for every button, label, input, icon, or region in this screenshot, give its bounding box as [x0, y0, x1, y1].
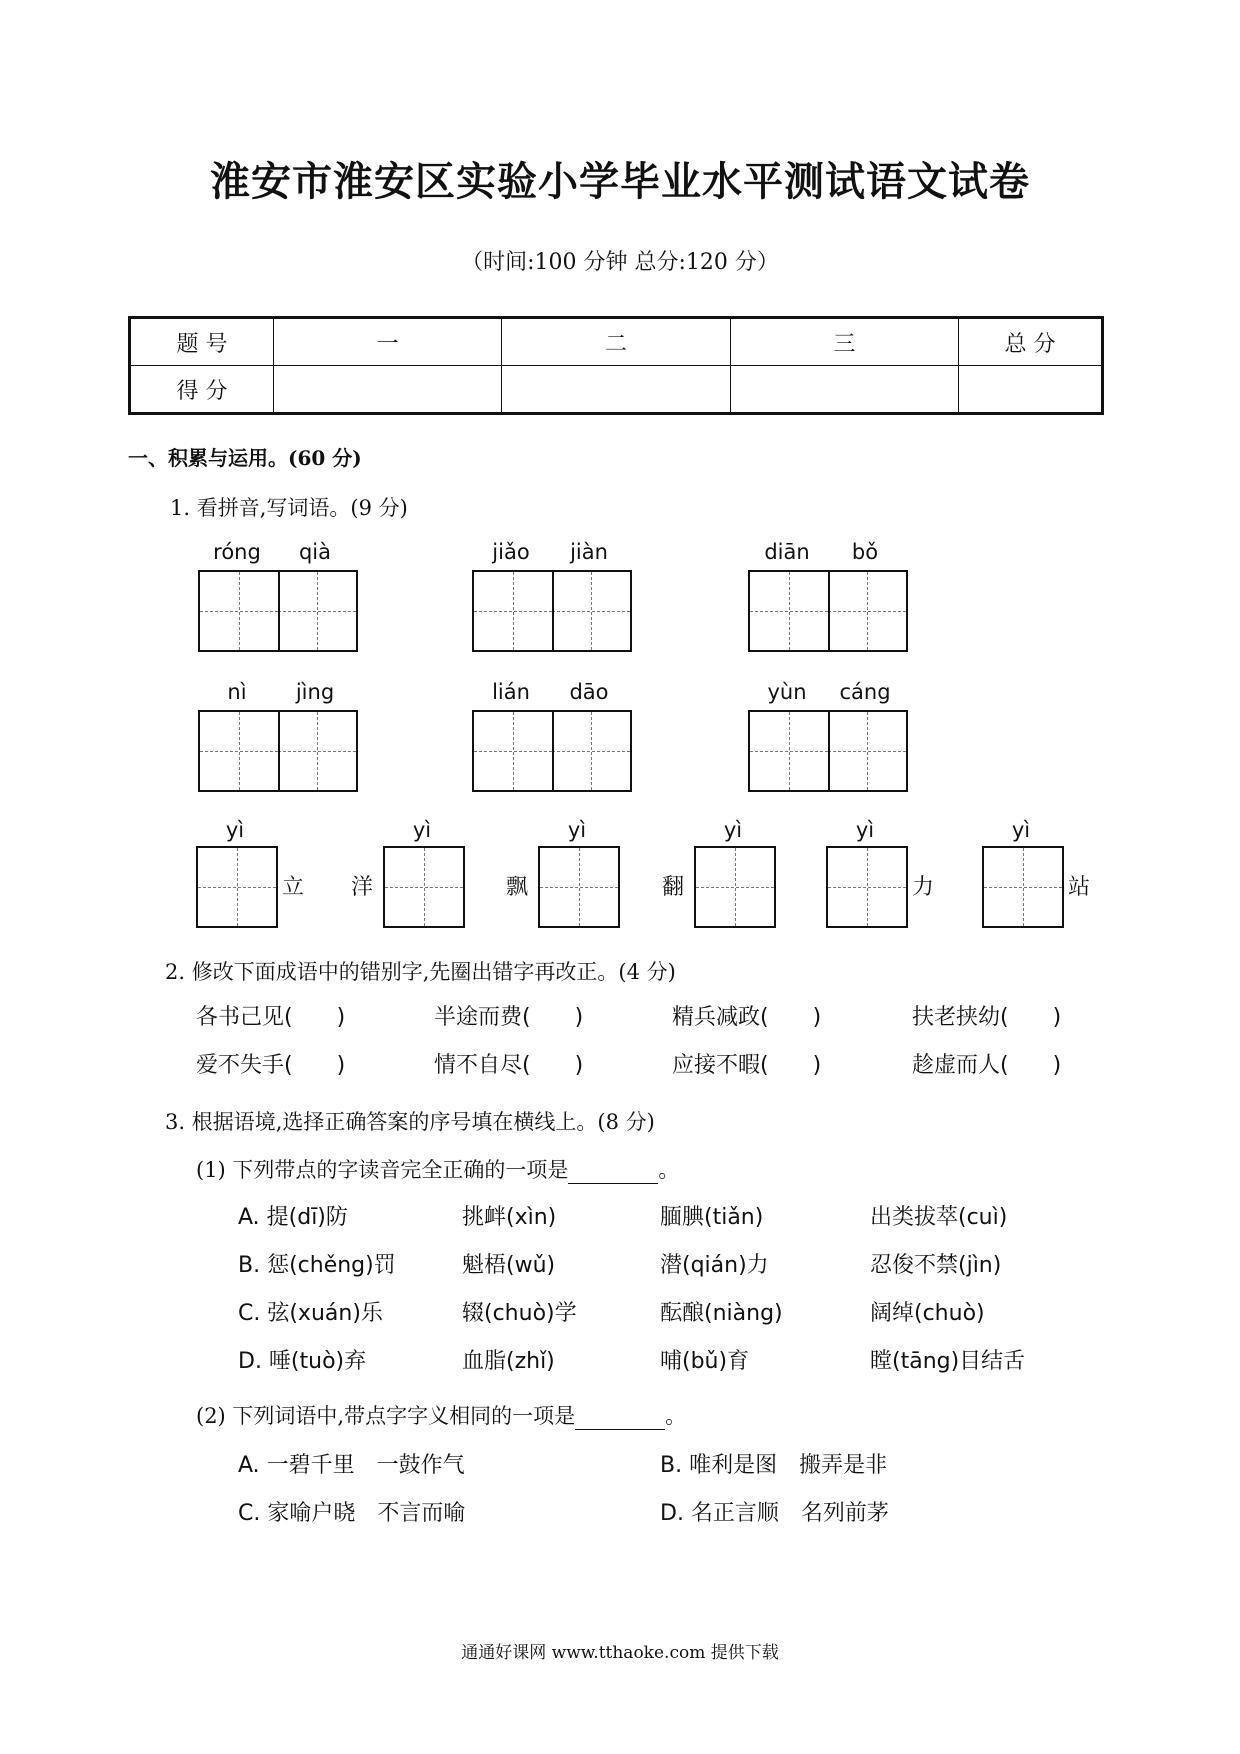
pinyin-label: bǒ	[851, 540, 879, 564]
option-item: 潜(qián)力	[660, 1253, 769, 1278]
idiom-item: 爱不失手( )	[196, 1053, 346, 1078]
option-item: C. 弦(xuán)乐	[238, 1301, 383, 1326]
pinyin-label: qià	[298, 540, 332, 564]
sub-question-2-text: (2) 下列词语中,带点字字义相同的一项是	[196, 1404, 576, 1428]
footer-credit: 通通好课网 www.tthaoke.com 提供下载	[461, 1643, 779, 1663]
idiom-item: 半途而费( )	[434, 1005, 584, 1030]
grid-cell[interactable]	[552, 572, 630, 650]
char-grid-box[interactable]	[472, 710, 632, 792]
pinyin-label: lián	[492, 680, 530, 704]
option-item: 挑衅(xìn)	[462, 1205, 557, 1230]
grid-cell[interactable]	[750, 572, 828, 650]
header-cell: 二	[502, 318, 730, 366]
grid-cell[interactable]	[552, 712, 630, 790]
score-header-row	[130, 318, 1103, 366]
context-char: 翻	[662, 875, 685, 900]
score-cell[interactable]	[730, 366, 958, 414]
header-cell: 题 号	[130, 318, 274, 366]
context-char: 力	[912, 875, 935, 900]
option-item: B. 唯利是图 搬弄是非	[660, 1453, 888, 1478]
grid-cell[interactable]	[828, 712, 906, 790]
context-char: 站	[1068, 875, 1091, 900]
option-item: D. 名正言顺 名列前茅	[660, 1501, 889, 1526]
question-2-title: 2. 修改下面成语中的错别字,先圈出错字再改正。(4 分)	[165, 960, 676, 984]
char-grid-box[interactable]	[826, 846, 908, 928]
idiom-item: 精兵减政( )	[672, 1005, 822, 1030]
option-item: 出类拔萃(cuì)	[870, 1205, 1008, 1230]
idiom-item: 趁虚而人( )	[912, 1053, 1062, 1078]
score-cell[interactable]	[274, 366, 502, 414]
grid-divider	[278, 572, 280, 650]
context-char: 飘	[506, 875, 529, 900]
context-char: 洋	[351, 875, 374, 900]
question-1-title: 1. 看拼音,写词语。(9 分)	[170, 496, 408, 520]
header-cell: 一	[274, 318, 502, 366]
sub-question-1	[196, 1154, 679, 1184]
pinyin-label: cáng	[839, 680, 891, 704]
grid-cell[interactable]	[696, 848, 774, 926]
option-item: 酝酿(niàng)	[660, 1301, 783, 1326]
grid-cell[interactable]	[474, 572, 552, 650]
grid-divider	[552, 712, 554, 790]
grid-cell[interactable]	[278, 572, 356, 650]
option-item: A. 一碧千里 一鼓作气	[238, 1453, 465, 1478]
pinyin-label: jiàn	[570, 540, 608, 564]
header-cell: 三	[730, 318, 958, 366]
sub-question-1-text: (1) 下列带点的字读音完全正确的一项是	[196, 1158, 569, 1182]
sub-question-2	[196, 1400, 686, 1430]
option-item: C. 家喻户晓 不言而喻	[238, 1501, 466, 1526]
grid-divider	[552, 572, 554, 650]
pinyin-label: róng	[213, 540, 261, 564]
option-item: 哺(bǔ)育	[660, 1349, 750, 1374]
section-title: 一、积累与运用。(60 分)	[128, 446, 362, 470]
grid-divider	[828, 572, 830, 650]
answer-blank[interactable]	[568, 1167, 658, 1184]
option-item: 忍俊不禁(jìn)	[870, 1253, 1002, 1278]
header-cell: 总 分	[959, 318, 1103, 366]
char-grid-box[interactable]	[982, 846, 1064, 928]
pinyin-label: yì	[855, 818, 875, 842]
grid-cell[interactable]	[984, 848, 1062, 926]
grid-cell[interactable]	[200, 712, 278, 790]
score-table	[128, 316, 1104, 415]
question-3-title: 3. 根据语境,选择正确答案的序号填在横线上。(8 分)	[165, 1110, 655, 1134]
pinyin-label: yì	[225, 818, 245, 842]
idiom-item: 各书己见( )	[196, 1005, 346, 1030]
grid-cell[interactable]	[828, 848, 906, 926]
idiom-item: 应接不暇( )	[672, 1053, 822, 1078]
char-grid-box[interactable]	[198, 570, 358, 652]
option-item: 血脂(zhǐ)	[462, 1349, 555, 1374]
pinyin-label: yùn	[767, 680, 807, 704]
option-item: D. 唾(tuò)弃	[238, 1349, 367, 1374]
page-title: 淮安市淮安区实验小学毕业水平测试语文试卷	[210, 159, 1030, 205]
pinyin-label: yì	[412, 818, 432, 842]
char-grid-box[interactable]	[748, 570, 908, 652]
char-grid-box[interactable]	[748, 710, 908, 792]
pinyin-label: yì	[723, 818, 743, 842]
grid-cell[interactable]	[198, 848, 276, 926]
pinyin-label: diān	[764, 540, 810, 564]
grid-cell[interactable]	[750, 712, 828, 790]
option-item: B. 惩(chěng)罚	[238, 1253, 396, 1278]
pinyin-label: jiǎo	[492, 540, 530, 564]
idiom-item: 情不自尽( )	[434, 1053, 584, 1078]
pinyin-label: dāo	[569, 680, 609, 704]
pinyin-label: nì	[227, 680, 247, 704]
option-item: 魁梧(wǔ)	[462, 1253, 556, 1278]
char-grid-box[interactable]	[472, 570, 632, 652]
answer-blank[interactable]	[575, 1413, 665, 1430]
char-grid-box[interactable]	[538, 846, 620, 928]
period: 。	[665, 1404, 687, 1428]
context-char: 立	[282, 875, 305, 900]
idiom-item: 扶老挟幼( )	[912, 1005, 1062, 1030]
option-item: 阔绰(chuò)	[870, 1301, 985, 1326]
pinyin-label: yì	[567, 818, 587, 842]
score-cell[interactable]	[502, 366, 730, 414]
grid-cell[interactable]	[385, 848, 463, 926]
char-grid-box[interactable]	[198, 710, 358, 792]
score-input-row	[130, 366, 1103, 414]
char-grid-box[interactable]	[196, 846, 278, 928]
option-item: 腼腆(tiǎn)	[660, 1205, 764, 1230]
char-grid-box[interactable]	[383, 846, 465, 928]
option-item: 瞠(tāng)目结舌	[870, 1349, 1026, 1374]
pinyin-label: yì	[1011, 818, 1031, 842]
exam-meta: （时间:100 分钟 总分:120 分）	[461, 250, 779, 275]
grid-cell[interactable]	[828, 572, 906, 650]
grid-cell[interactable]	[474, 712, 552, 790]
score-cell[interactable]	[959, 366, 1103, 414]
period: 。	[658, 1158, 680, 1182]
option-item: 辍(chuò)学	[462, 1301, 577, 1326]
grid-cell[interactable]	[278, 712, 356, 790]
char-grid-box[interactable]	[694, 846, 776, 928]
grid-cell[interactable]	[200, 572, 278, 650]
row-label: 得 分	[130, 366, 274, 414]
grid-cell[interactable]	[540, 848, 618, 926]
pinyin-label: jìng	[295, 680, 335, 704]
grid-divider	[278, 712, 280, 790]
option-item: A. 提(dī)防	[238, 1205, 348, 1230]
grid-divider	[828, 712, 830, 790]
